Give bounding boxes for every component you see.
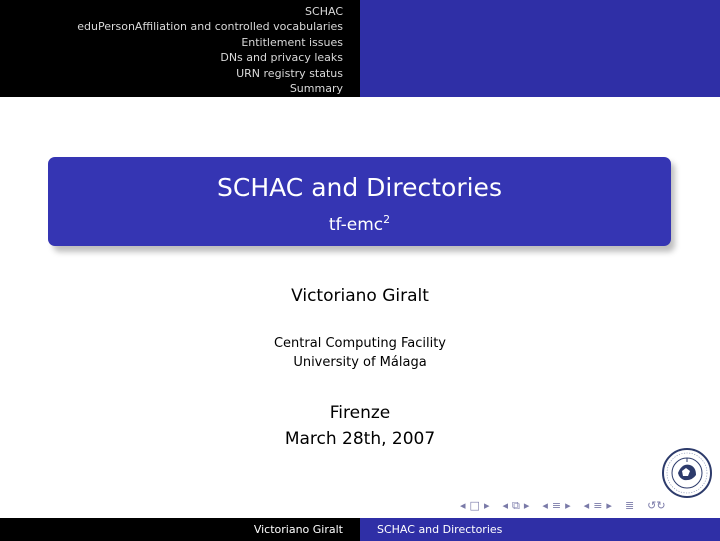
subtitle-text: tf-emc xyxy=(328,215,384,235)
nav-item-entitlement[interactable]: Entitlement issues xyxy=(241,35,343,49)
university-seal-logo xyxy=(660,447,714,499)
search-icon[interactable]: ↺↻ xyxy=(647,499,666,512)
nav-item-dns-privacy[interactable]: DNs and privacy leaks xyxy=(220,51,343,65)
last-frame-icon[interactable]: ▸ xyxy=(483,499,490,512)
institute xyxy=(0,334,720,372)
institute-line-2: University of Málaga xyxy=(293,355,427,370)
next-document-icon[interactable]: ▸ xyxy=(606,499,612,512)
footer-author: Victoriano Giralt xyxy=(0,518,360,541)
place: Firenze xyxy=(329,403,391,423)
next-section-icon[interactable]: ▸ xyxy=(565,499,571,512)
beamer-navigation-symbols xyxy=(460,498,666,514)
prev-document-icon[interactable]: ◂ xyxy=(583,499,590,512)
prev-section-icon[interactable]: ◂ xyxy=(542,499,548,512)
next-subsection-icon[interactable]: ▸ xyxy=(523,499,530,512)
section-icon[interactable]: ≡ xyxy=(551,499,562,512)
author: Victoriano Giralt xyxy=(291,286,429,306)
header-right-panel xyxy=(360,0,720,97)
slide-subtitle xyxy=(48,209,671,236)
nav-item-summary[interactable]: Summary xyxy=(289,82,343,96)
nav-item-urn-registry[interactable]: URN registry status xyxy=(236,66,343,80)
nav-item-schac[interactable]: SCHAC xyxy=(305,5,343,18)
subtitle-superscript: 2 xyxy=(383,213,391,226)
institute-line-1: Central Computing Facility xyxy=(273,336,446,351)
document-icon[interactable]: ≡ xyxy=(593,499,603,512)
first-frame-icon[interactable]: ◂ xyxy=(460,499,466,512)
nav-item-edupersonaffiliation[interactable]: eduPersonAffiliation and controlled vocabularies xyxy=(77,20,343,34)
prev-subsection-icon[interactable]: ◂ xyxy=(502,499,508,512)
frame-icon[interactable]: □ xyxy=(469,499,480,512)
date: March 28th, 2007 xyxy=(284,429,436,449)
align-icon[interactable]: ≣ xyxy=(624,499,635,512)
footer xyxy=(0,518,720,541)
header xyxy=(0,0,720,97)
footer-title: SCHAC and Directories xyxy=(360,518,720,541)
subsection-icon[interactable]: ⧉ xyxy=(512,499,520,512)
place-date xyxy=(0,400,720,452)
title-block xyxy=(48,157,671,246)
section-navigation xyxy=(0,0,360,97)
slide-title: SCHAC and Directories xyxy=(217,173,502,202)
